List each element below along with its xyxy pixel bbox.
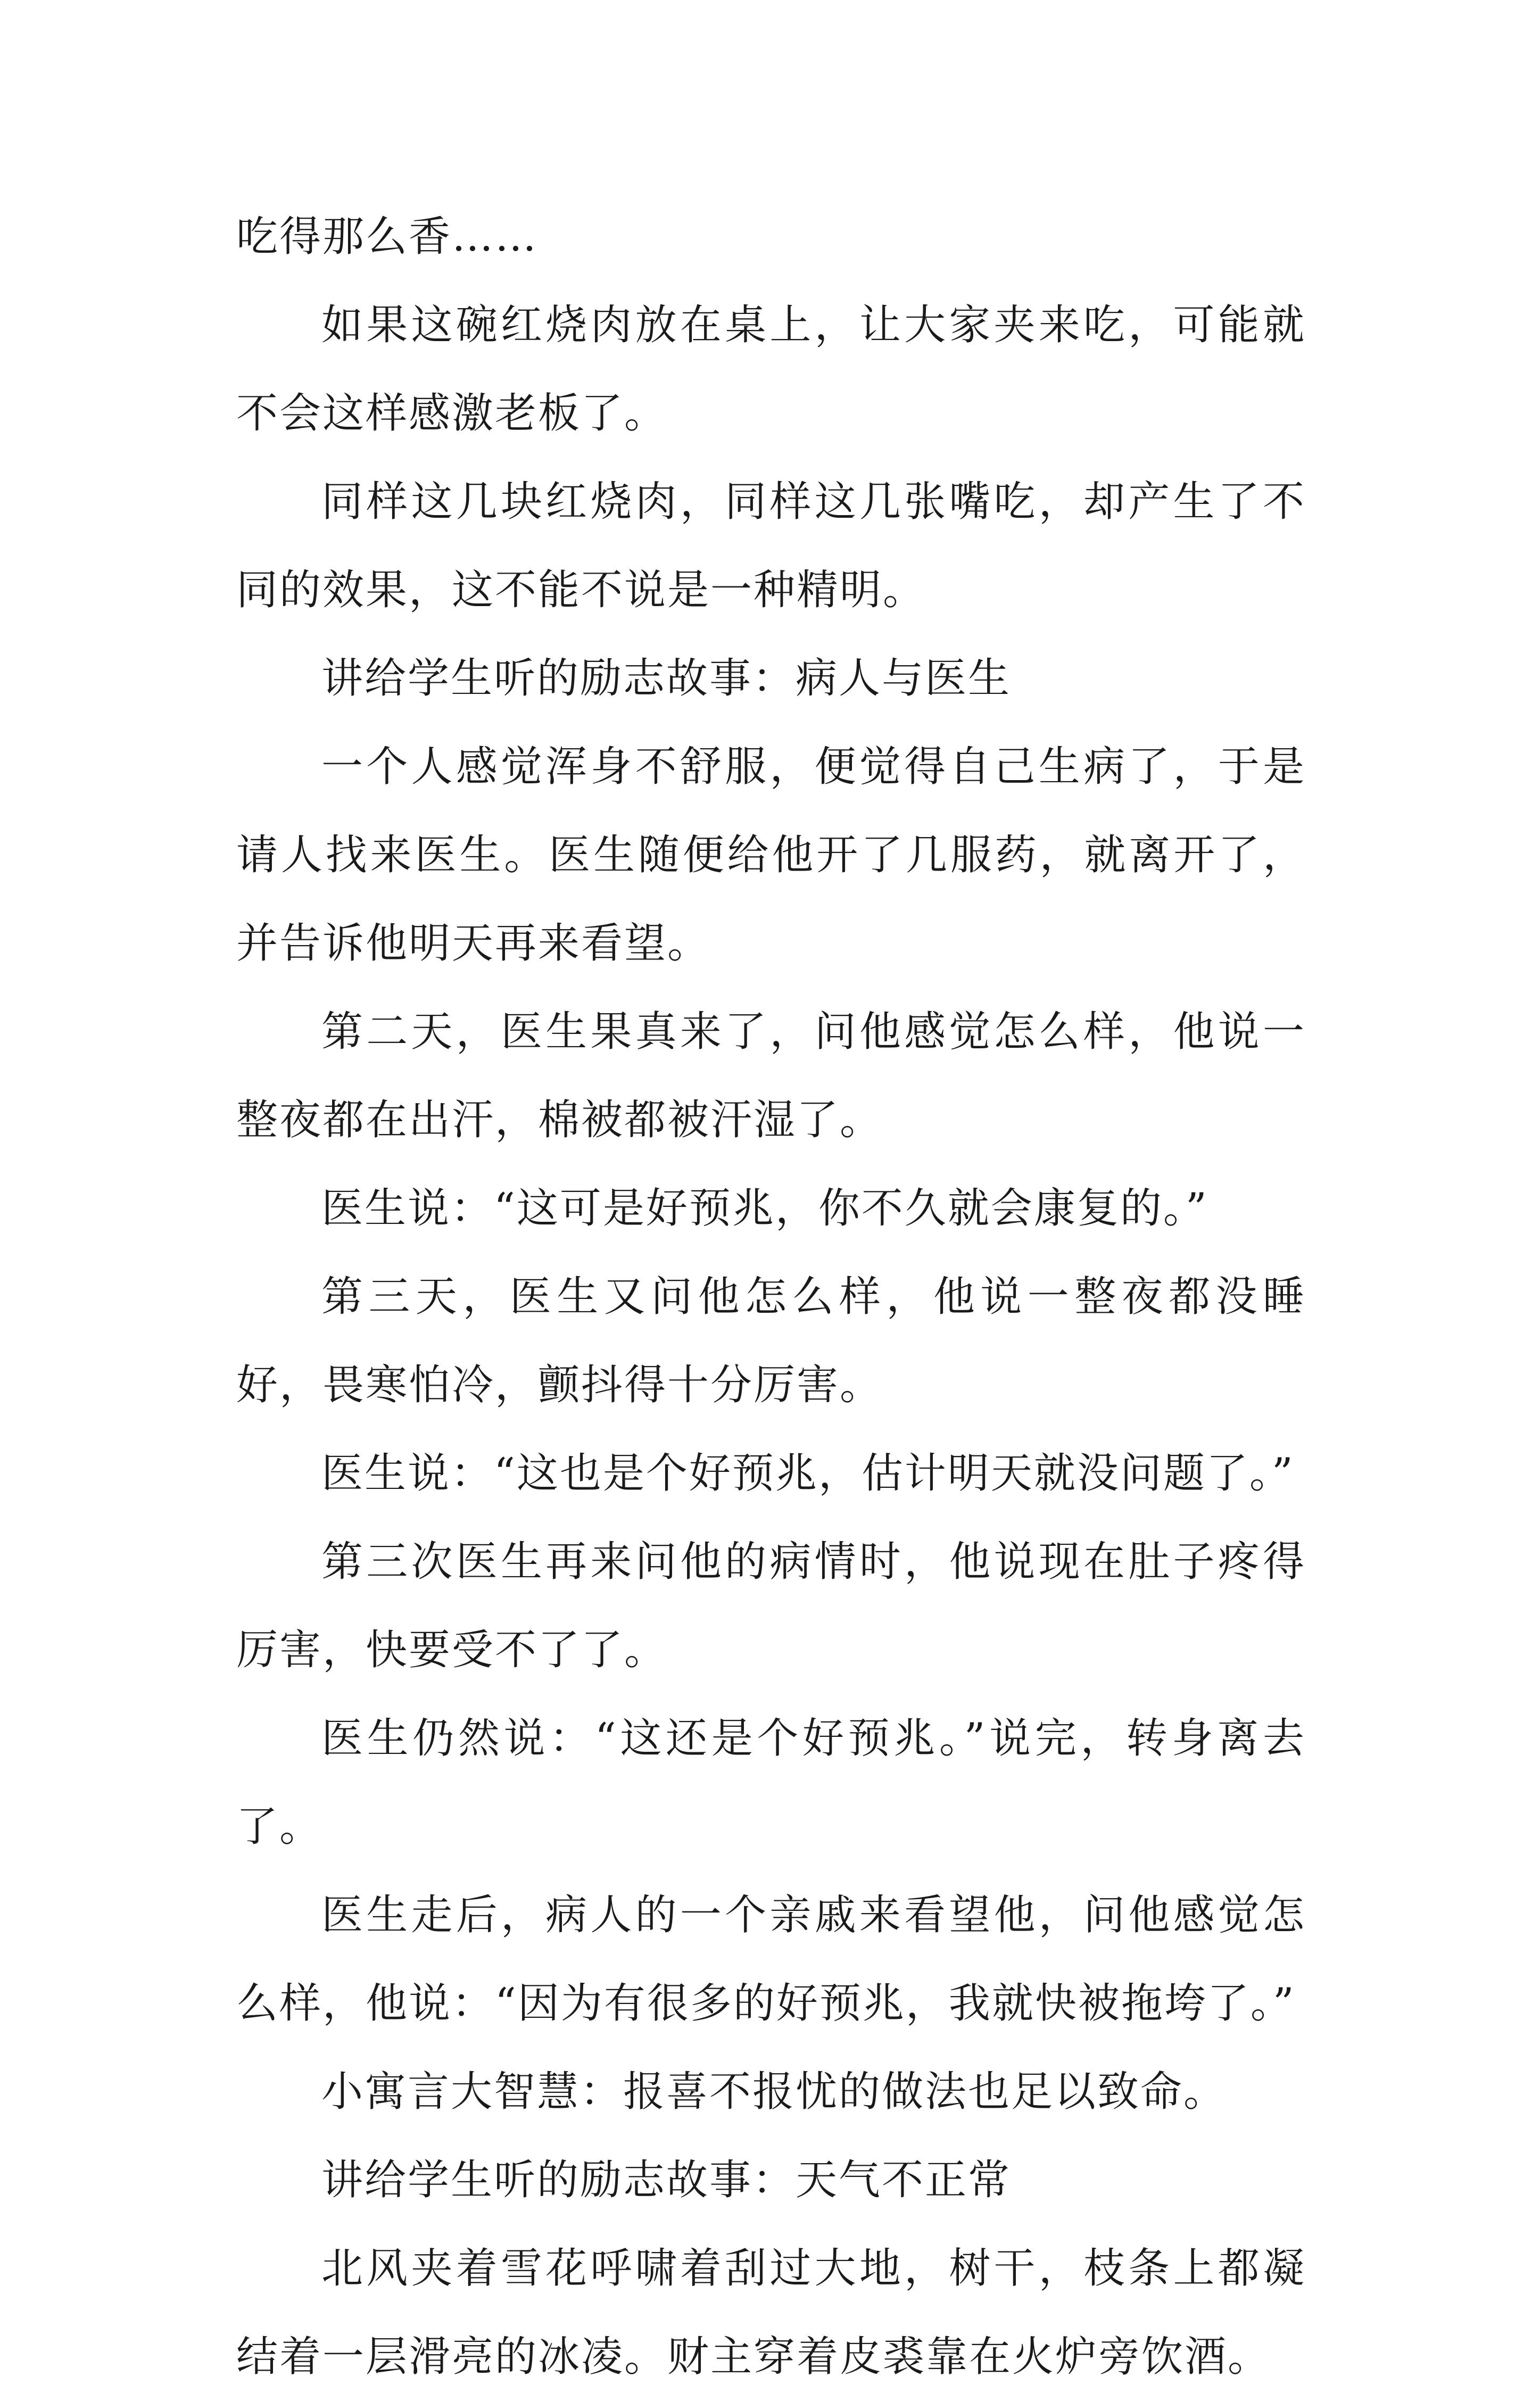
- paragraph: 医生说：“这可是好预兆，你不久就会康复的。”: [321, 1185, 1208, 1232]
- paragraph: 同样这几块红烧肉，同样这几张嘴吃，却产生了不同的效果，这不能不说是一种精明。: [236, 478, 1306, 614]
- body-text: [236, 193, 1306, 2401]
- story-title: 讲给学生听的励志故事：天气不正常: [321, 2156, 1012, 2204]
- story-title: 讲给学生听的励志故事：病人与医生: [321, 655, 1012, 702]
- paragraph: 北风夹着雪花呼啸着刮过大地，树干，枝条上都凝结着一层滑亮的冰凌。财主穿着皮裘靠在火炉旁饮酒。: [236, 2245, 1306, 2381]
- paragraph: 第三次医生再来问他的病情时，他说现在肚子疼得厉害，快要受不了了。: [236, 1538, 1306, 1674]
- paragraph: 医生仍然说：“这还是个好预兆。”说完，转身离去了。: [236, 1715, 1306, 1851]
- paragraph: 一个人感觉浑身不舒服，便觉得自己生病了，于是请人找来医生。医生随便给他开了几服药，就离开了，并告诉他明天再来看望。: [236, 743, 1306, 967]
- paragraph: 吃得那么香……: [236, 213, 539, 261]
- paragraph: 医生走后，病人的一个亲戚来看望他，问他感觉怎么样，他说：“因为有很多的好预兆，我就快被拖垮了。”: [236, 1891, 1306, 2027]
- paragraph: 如果这碗红烧肉放在桌上，让大家夹来吃，可能就不会这样感激老板了。: [236, 301, 1306, 437]
- moral-line: 小寓言大智慧：报喜不报忧的做法也足以致命。: [321, 2068, 1227, 2116]
- paragraph: 第三天，医生又问他怎么样，他说一整夜都没睡好，畏寒怕冷，颤抖得十分厉害。: [236, 1273, 1306, 1409]
- paragraph: 第二天，医生果真来了，问他感觉怎么样，他说一整夜都在出汗，棉被都被汗湿了。: [236, 1008, 1306, 1144]
- paragraph: 医生说：“这也是个好预兆，估计明天就没问题了。”: [321, 1450, 1295, 1497]
